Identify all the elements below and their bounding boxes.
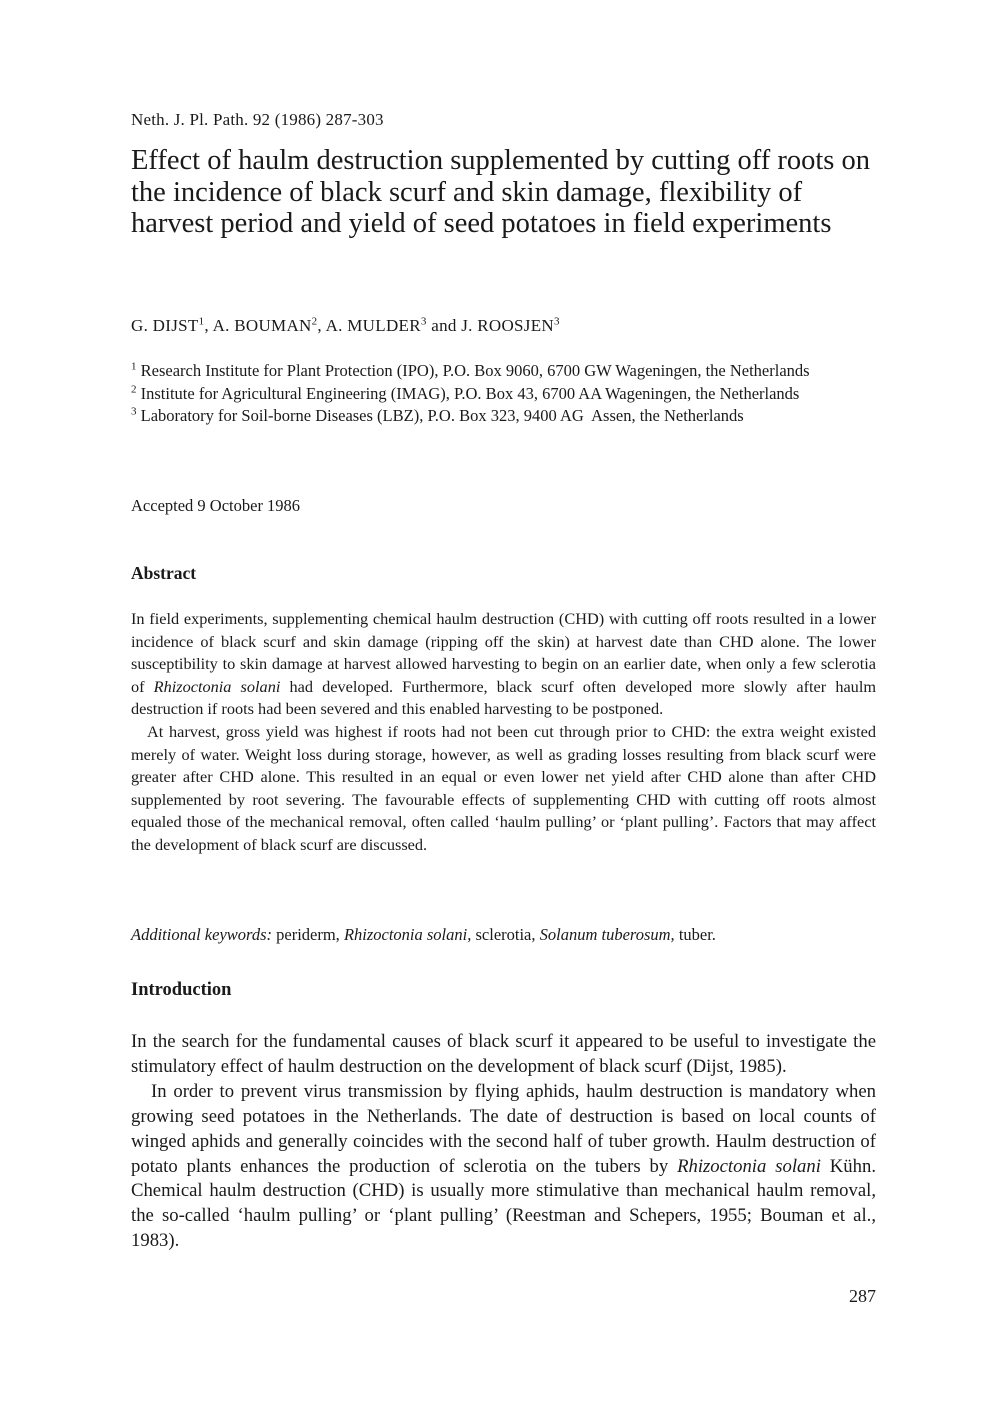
abstract-heading: Abstract: [131, 563, 197, 583]
keyword: Rhizoctonia solani,: [343, 925, 472, 944]
text-run: In order to prevent virus transmission by flying aphids, haulm destruction is mandatory when growing seed potatoes in the Netherlands. The date of destruction is based on local counts of winged aphids and generally coincides with the second half of tuber growth. Haulm destruction of potato plants enhances the production of sclerotia on the tubers by: [131, 1080, 876, 1177]
keyword: tuber.: [674, 925, 716, 944]
keyword: sclerotia,: [471, 925, 540, 944]
accepted-date: Accepted 9 October 1986: [131, 496, 301, 515]
text-run: Kühn. Chemical haulm destruction (CHD) is usually more stimulative than mechanical haulm removal, the so-called ‘haulm pulling’ or ‘plant pulling’ (Reestman and Schepers, 1955; Bouman et al., 1983).: [131, 1155, 877, 1252]
affiliation: [131, 405, 876, 428]
affiliation-number: 1: [131, 360, 137, 373]
abstract-body: [131, 608, 876, 857]
author: A. MULDER: [325, 316, 421, 335]
abstract-paragraph: [131, 608, 876, 721]
affiliation-text: Institute for Agricultural Engineering (IMAG), P.O. Box 43, 6700 AA Wageningen, the Netherlands: [140, 383, 800, 403]
abstract-paragraph: At harvest, gross yield was highest if roots had not been cut through prior to CHD: the extra weight existed merely of water. Weight loss during storage, however, as well as grading losses resulting from black scurf were greater after CHD alone. This resulted in an equal or even lower net yield after CHD alone than after CHD supplemented by root severing. The favourable effects of supplementing CHD with cutting off roots almost equaled those of the mechanical removal, often called ‘haulm pulling’ or ‘plant pulling’. Factors that may affect the development of black scurf are discussed.: [131, 721, 876, 854]
author-affil-mark: 3: [420, 315, 427, 328]
affiliation-number: 3: [131, 405, 137, 418]
author: A. BOUMAN: [212, 316, 312, 335]
author: J. ROOSJEN: [461, 316, 554, 335]
journal-reference: Neth. J. Pl. Path. 92 (1986) 287-303: [131, 110, 384, 129]
introduction-paragraph: In the search for the fundamental causes of black scurf it appeared to be useful to investigate the stimulatory effect of haulm destruction on the development of black scurf (Dijst, 1985).: [131, 1031, 876, 1077]
affiliation-list: [131, 360, 876, 428]
author-separator: ,: [317, 316, 326, 335]
paper-title: Effect of haulm destruction supplemented by cutting off roots on the incidence of black scurf and skin damage, flexibility of harvest period and yield of seed potatoes in field experiments: [131, 145, 870, 239]
author-separator: ,: [204, 316, 213, 335]
author-affil-mark: 3: [553, 315, 560, 328]
affiliation-text: Research Institute for Plant Protection (IPO), P.O. Box 9060, 6700 GW Wageningen, the Netherlands: [140, 361, 810, 380]
text-run: had developed. Furthermore, black scurf often developed more slowly after haulm destruction if roots had been severed and this enabled harvesting to be postponed.: [131, 676, 877, 719]
affiliation: [131, 383, 876, 406]
introduction-paragraph: [131, 1080, 876, 1254]
text-run: In field experiments, supplementing chemical haulm destruction (CHD) with cutting off roots resulted in a lower incidence of black scurf and skin damage (ripping off the skin) at harvest date than CHD alone. The lower susceptibility to skin damage at harvest allowed harvesting to begin on an earlier date, when only a few sclerotia of: [131, 609, 876, 696]
author-list: [131, 316, 560, 336]
species-name: Rhizoctonia solani: [153, 676, 281, 696]
author-affil-mark: 1: [198, 315, 205, 328]
keywords: [131, 925, 876, 945]
affiliation-text: Laboratory for Soil-borne Diseases (LBZ), P.O. Box 323, 9400 AG Assen, the Netherlands: [140, 406, 744, 425]
affiliation: [131, 360, 876, 383]
keyword: Solanum tuberosum,: [539, 925, 675, 944]
author-affil-mark: 2: [311, 315, 318, 328]
species-name: Rhizoctonia solani: [677, 1155, 821, 1177]
keywords-label: Additional keywords:: [131, 925, 272, 944]
page-number: 287: [849, 1286, 876, 1306]
author: G. DIJST: [131, 316, 199, 335]
introduction-body: [131, 1030, 876, 1254]
introduction-heading: Introduction: [131, 980, 232, 1000]
keyword: periderm,: [272, 925, 344, 944]
affiliation-number: 2: [131, 383, 137, 395]
author-separator: and: [426, 316, 462, 335]
